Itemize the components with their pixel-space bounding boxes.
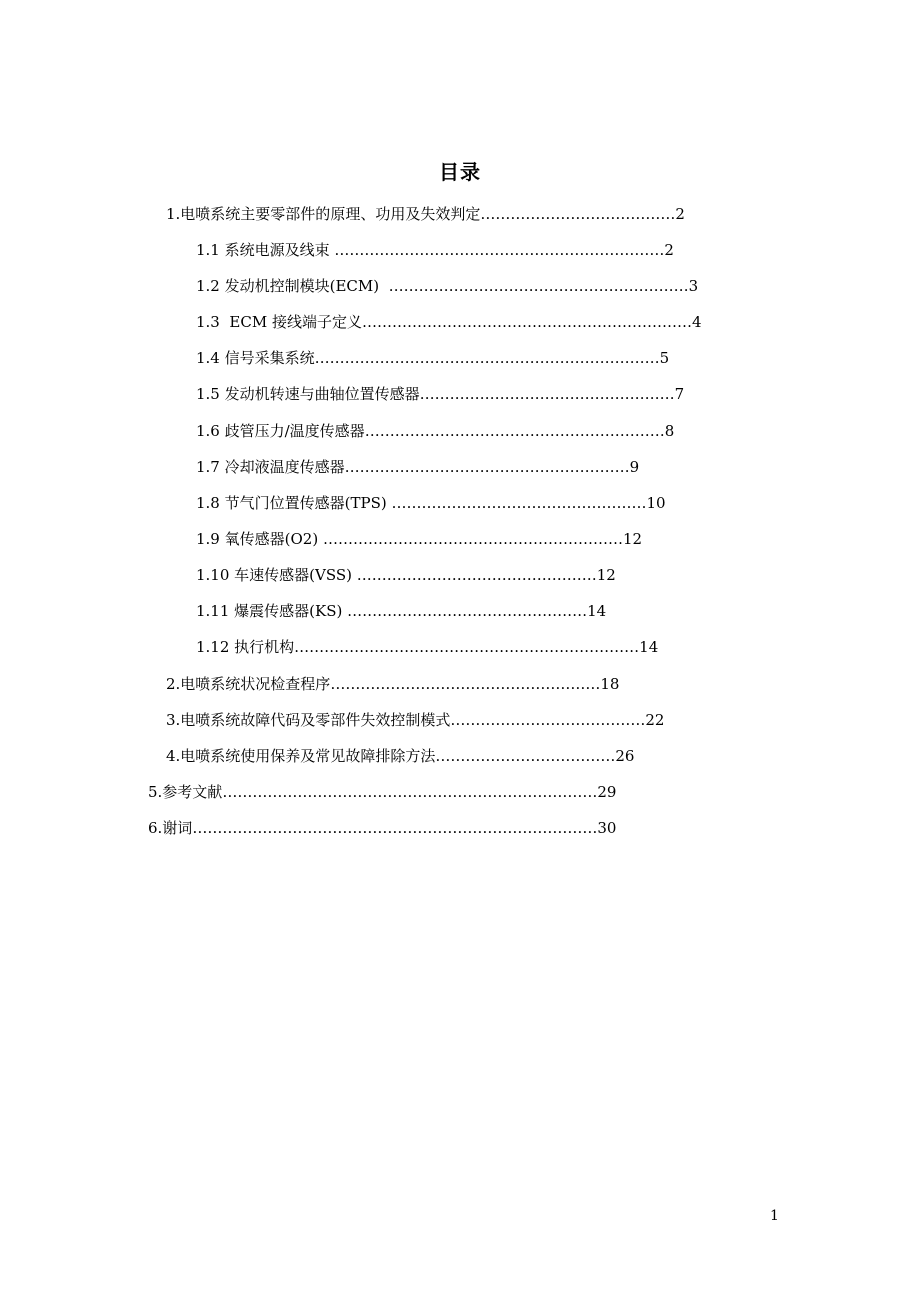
toc-entry-label: 1.8 节气门位置传感器(TPS)	[196, 494, 392, 512]
page-number: 1	[770, 1208, 779, 1224]
toc-entry-label: 1.2 发动机控制模块(ECM)	[196, 277, 389, 295]
toc-entry-page: 3	[688, 277, 699, 295]
toc-entry-5[interactable]	[148, 781, 616, 803]
toc-entry-label: 1.9 氧传感器(O2)	[196, 530, 323, 548]
toc-entry-label: 1.7 冷却液温度传感器	[196, 458, 345, 476]
toc-entry-page: 14	[639, 638, 659, 656]
toc-entry-leader: ……………………………………………………………	[294, 638, 640, 656]
toc-entry-1-5[interactable]	[196, 383, 684, 405]
toc-entry-page: 30	[597, 819, 617, 837]
toc-entry-page: 26	[615, 747, 635, 765]
toc-entry-1-3[interactable]	[196, 311, 702, 333]
toc-entry-label: 1.6 歧管压力/温度传感器	[196, 422, 365, 440]
toc-entry-1-10[interactable]	[196, 564, 616, 586]
toc-entry-page: 12	[596, 566, 616, 584]
toc-entry-1-12[interactable]	[196, 636, 658, 658]
toc-entry-page: 2	[664, 241, 674, 259]
toc-entry-4[interactable]	[166, 745, 634, 767]
toc-entry-1-6[interactable]	[196, 420, 674, 442]
toc-entry-label: 1.5 发动机转速与曲轴位置传感器	[196, 385, 420, 403]
toc-entry-label: 3.电喷系统故障代码及零部件失效控制模式	[166, 711, 451, 729]
toc-entry-page: 4	[691, 313, 702, 331]
toc-entry-leader: ………………………………………………	[330, 675, 601, 693]
toc-entry-label: 1.12 执行机构	[196, 638, 295, 656]
toc-entry-3[interactable]	[166, 709, 664, 731]
toc-entry-page: 12	[622, 530, 643, 548]
toc-entry-1-1[interactable]	[196, 239, 674, 261]
toc-entry-page: 10	[646, 494, 666, 512]
toc-entry-page: 18	[600, 675, 620, 693]
toc-entry-label: 2.电喷系统状况检查程序	[166, 675, 331, 693]
toc-entry-leader: ……………………………………………………	[388, 277, 689, 295]
toc-entry-page: 8	[664, 422, 675, 440]
toc-entry-leader: ……………………………………………	[391, 494, 647, 512]
toc-entry-leader: ……………………………………………………………	[314, 349, 660, 367]
toc-entry-label: 1.10 车速传感器(VSS)	[196, 566, 357, 584]
toc-entry-leader: ……………………………………………	[419, 385, 675, 403]
toc-entry-leader: …………………………………………	[347, 602, 588, 620]
toc-title: 目录	[439, 160, 481, 184]
toc-entry-page: 29	[597, 783, 617, 801]
toc-entry-1-2[interactable]	[196, 275, 698, 297]
toc-entry-leader: ……………………………………………………	[322, 530, 623, 548]
toc-entry-label: 1.电喷系统主要零部件的原理、功用及失效判定	[166, 205, 481, 223]
toc-entry-leader: …………………………………………………………	[334, 241, 665, 259]
toc-entry-label: 5.参考文献	[148, 783, 223, 801]
toc-entry-leader: …………………………………	[480, 205, 676, 223]
toc-entry-label: 6.谢词	[148, 819, 193, 837]
toc-entry-leader: …………………………………………	[356, 566, 597, 584]
toc-entry-1-11[interactable]	[196, 600, 606, 622]
toc-entry-1-9[interactable]	[196, 528, 642, 550]
toc-entry-page: 7	[674, 385, 685, 403]
toc-entry-label: 1.1 系统电源及线束	[196, 241, 335, 259]
toc-entry-1-8[interactable]	[196, 492, 666, 514]
toc-entry-1[interactable]	[166, 203, 685, 225]
toc-entry-leader: …………………………………………………………………	[222, 783, 598, 801]
toc-entry-label: 1.3 ECM 接线端子定义	[196, 313, 362, 331]
toc-entry-label: 4.电喷系统使用保养及常见故障排除方法	[166, 747, 436, 765]
toc-entry-page: 2	[675, 205, 685, 223]
toc-entry-page: 5	[659, 349, 670, 367]
toc-entry-page: 22	[645, 711, 665, 729]
toc-entry-label: 1.4 信号采集系统	[196, 349, 315, 367]
toc-entry-leader: ………………………………	[435, 747, 616, 765]
toc-entry-leader: …………………………………	[450, 711, 646, 729]
toc-entry-1-4[interactable]	[196, 347, 669, 369]
toc-entry-2[interactable]	[166, 673, 619, 695]
toc-entry-leader: …………………………………………………………	[361, 313, 692, 331]
toc-entry-label: 1.11 爆震传感器(KS)	[196, 602, 348, 620]
toc-entry-page: 14	[587, 602, 607, 620]
toc-entry-page: 9	[629, 458, 640, 476]
toc-entry-1-7[interactable]	[196, 456, 639, 478]
toc-entry-leader: …………………………………………………	[344, 458, 630, 476]
toc-entry-leader: ………………………………………………………………………	[192, 819, 598, 837]
toc-entry-leader: ……………………………………………………	[364, 422, 665, 440]
toc-entry-6[interactable]	[148, 817, 616, 839]
